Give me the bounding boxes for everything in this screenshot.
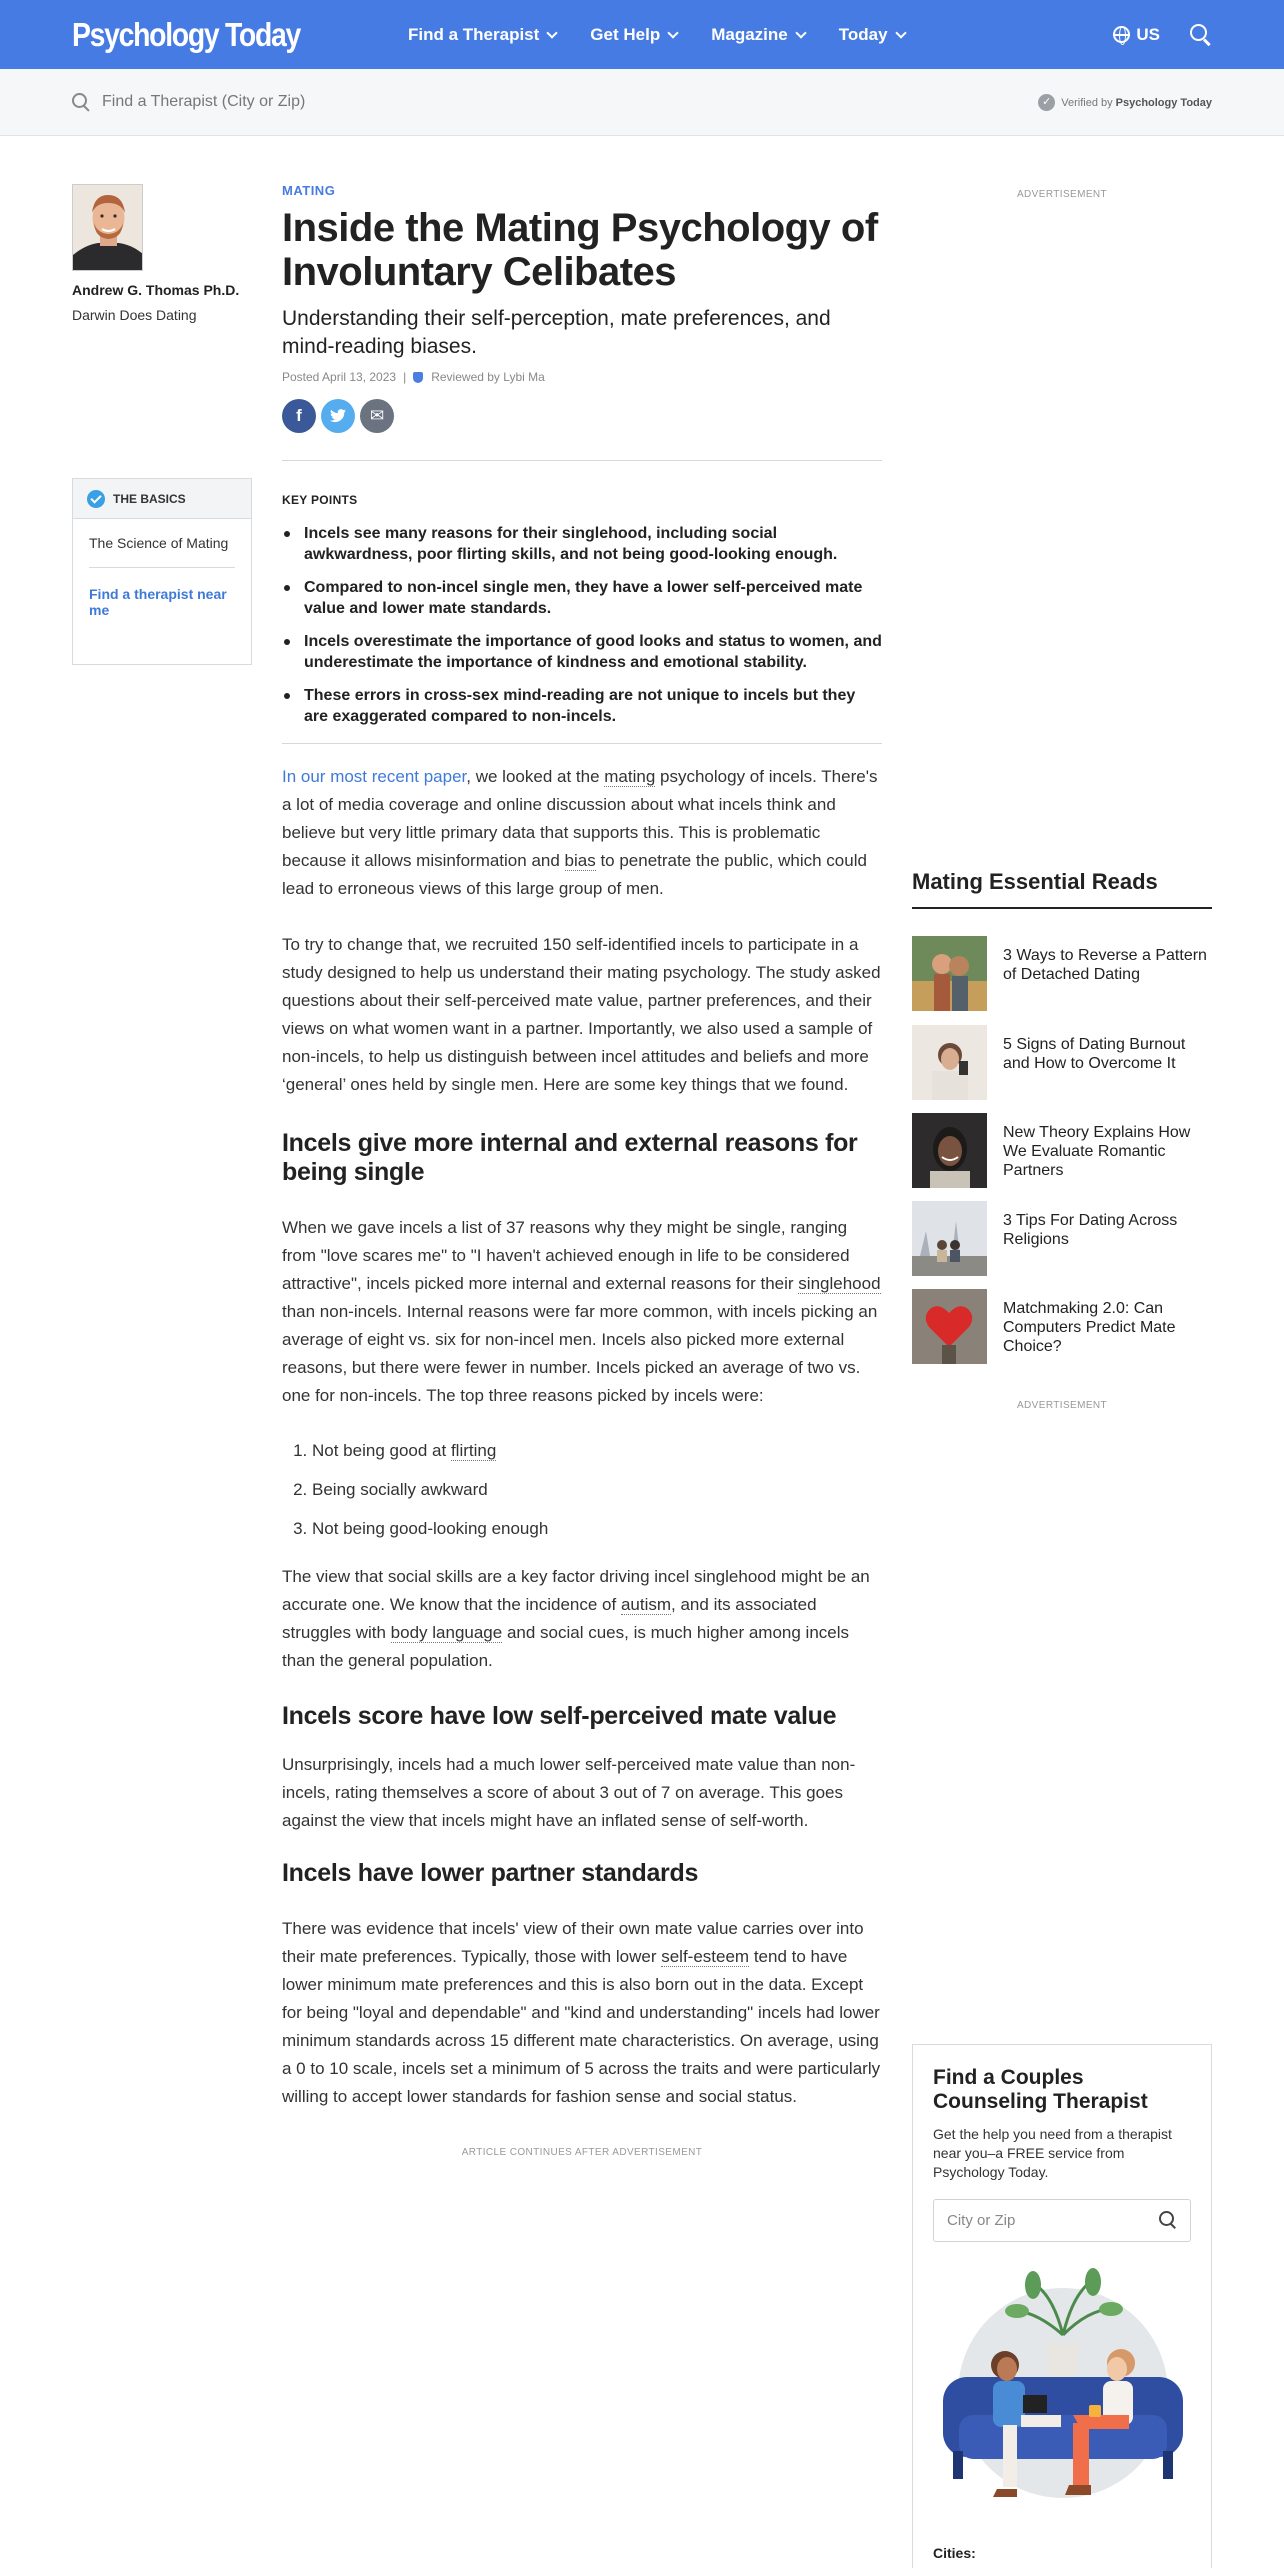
article-thumbnail bbox=[912, 1201, 987, 1276]
list-item: 1. Not being good at flirting bbox=[312, 1437, 882, 1465]
essential-read-title: 3 Ways to Reverse a Pattern of Detached Dating bbox=[1003, 947, 1207, 983]
glossary-term-body-language[interactable]: body language bbox=[390, 1623, 503, 1642]
nav-find-therapist[interactable]: Find a Therapist bbox=[408, 25, 556, 45]
key-points-list bbox=[282, 523, 882, 727]
paragraph-intro: In our most recent paper, we looked at the mating psychology of incels. There's a lot of media coverage and online discussion about what incels think and believe but very little primary data that supports this. This is problematic because it allows misinformation and bias to penetrate the public, which could lead to erroneous views of this large group of men. bbox=[282, 767, 878, 898]
region-selector[interactable]: US bbox=[1113, 25, 1160, 45]
section-heading-mate-value: Incels score have low self-perceived mate value bbox=[282, 1702, 837, 1730]
essential-read-item[interactable] bbox=[912, 1201, 1212, 1277]
key-point: Incels see many reasons for their singlehood, including social awkwardness, poor flirting skills, and not being good-looking enough. bbox=[282, 523, 882, 565]
meta-separator: | bbox=[403, 370, 407, 384]
posted-date: Posted April 13, 2023 bbox=[282, 370, 397, 384]
glossary-term-bias[interactable]: bias bbox=[564, 851, 596, 870]
facebook-share-button[interactable]: f bbox=[282, 399, 316, 433]
article-thumbnail bbox=[912, 1025, 987, 1100]
glossary-term-self-esteem[interactable]: self-esteem bbox=[661, 1947, 750, 1966]
recent-paper-link[interactable]: In our most recent paper bbox=[282, 767, 467, 786]
twitter-share-button[interactable] bbox=[321, 399, 355, 433]
article bbox=[282, 183, 882, 2158]
article-subtitle: Understanding their self-perception, mate preferences, and mind-reading biases. bbox=[282, 307, 831, 358]
therapist-search-input[interactable] bbox=[102, 89, 602, 115]
paragraph-study: To try to change that, we recruited 150 self-identified incels to participate in a study designed to help us understand their mating psychology. The study asked questions about their self-perceived mate value, partner preferences, and their views on what women want in a partner. Importantly, we also used a sample of non-incels, to help us distinguish between incel attitudes and beliefs and more ‘general’ ones held by single men. Here are some key things that we found. bbox=[282, 935, 881, 1094]
list-item: 3. Not being good-looking enough bbox=[312, 1515, 882, 1543]
advertisement-label: ADVERTISEMENT bbox=[1016, 189, 1108, 200]
nav-get-help[interactable]: Get Help bbox=[590, 25, 677, 45]
nav-today[interactable]: Today bbox=[839, 25, 905, 45]
search-icon[interactable] bbox=[1159, 2211, 1177, 2229]
section-heading-reasons: Incels give more internal and external reasons for being single bbox=[282, 1129, 858, 1186]
glossary-term-singlehood[interactable]: singlehood bbox=[798, 1274, 881, 1293]
nav-magazine[interactable]: Magazine bbox=[711, 25, 805, 45]
author-avatar[interactable] bbox=[72, 184, 143, 271]
key-points-heading: KEY POINTS bbox=[282, 493, 358, 507]
therapist-search-bar bbox=[0, 69, 1284, 136]
top-reasons-list bbox=[282, 1437, 882, 1543]
essential-read-title: New Theory Explains How We Evaluate Romantic Partners bbox=[1003, 1124, 1191, 1179]
article-title: Inside the Mating Psychology of Involuntary Celibates bbox=[282, 206, 878, 294]
chevron-down-icon bbox=[668, 27, 679, 38]
city-zip-input[interactable] bbox=[933, 2199, 1191, 2242]
paragraph-standards: There was evidence that incels' view of their own mate value carries over into their mate preferences. Typically, those with lower self-esteem tend to have lower minimum mate preferences and this is also born out in the data. Except for being "loyal and dependable" and "kind and understanding" incels had lower minimum standards across 15 different mate characteristics. On average, using a 0 to 10 scale, incels set a minimum of 5 across the traits and were particularly willing to accept lower standards for fashion sense and social status. bbox=[282, 1919, 881, 2106]
glossary-term-flirting[interactable]: flirting bbox=[450, 1441, 497, 1460]
couples-therapist-widget bbox=[912, 2044, 1212, 2568]
essential-reads-heading: Mating Essential Reads bbox=[912, 869, 1212, 909]
top-navigation bbox=[0, 0, 1284, 69]
share-buttons bbox=[282, 399, 882, 433]
couples-widget-title: Find a Couples Counseling Therapist bbox=[933, 2066, 1148, 2113]
article-category[interactable]: MATING bbox=[282, 183, 336, 198]
chevron-down-icon bbox=[795, 27, 806, 38]
essential-read-item[interactable] bbox=[912, 1113, 1212, 1189]
cities-label: Cities: bbox=[933, 2545, 976, 2561]
paragraph-reasons: When we gave incels a list of 37 reasons why they might be single, ranging from "love scares me" to "I haven't achieved enough in life to be considered attractive", incels picked more internal and external reasons for their singlehood than non-incels. Internal reasons were far more common, with incels picking an average of eight vs. six for non-incel men. Incels also picked more external reasons, but there were fewer in number. Incels picked an average of two vs. one for non-incels. The top three reasons picked by incels were: bbox=[282, 1218, 881, 1405]
essential-read-item[interactable] bbox=[912, 936, 1212, 1012]
verified-badge: ✓ Verified by Psychology Today bbox=[1038, 94, 1212, 111]
paragraph-mate-value: Unsurprisingly, incels had a much lower self-perceived mate value than non-incels, rating themselves a score of about 3 out of 7 on average. This goes against the view that incels might have an inflated sense of self-worth. bbox=[282, 1755, 856, 1830]
twitter-icon bbox=[330, 409, 346, 423]
glossary-term-mating[interactable]: mating bbox=[604, 767, 656, 786]
basics-header: THE BASICS bbox=[73, 479, 251, 519]
essential-read-title: 5 Signs of Dating Burnout and How to Overcome It bbox=[1003, 1036, 1186, 1072]
key-point: Incels overestimate the importance of good looks and status to women, and underestimate the importance of kindness and emotional stability. bbox=[282, 631, 882, 673]
essential-read-item[interactable] bbox=[912, 1025, 1212, 1101]
email-share-button[interactable]: ✉ bbox=[360, 399, 394, 433]
paragraph-social-skills: The view that social skills are a key factor driving incel singlehood might be an accurate one. We know that the incidence of autism, and its associated struggles with body language and social cues, is much higher among incels than the general population. bbox=[282, 1567, 870, 1670]
chevron-down-icon bbox=[895, 27, 906, 38]
list-item: 2. Being socially awkward bbox=[312, 1476, 882, 1504]
essential-read-title: Matchmaking 2.0: Can Computers Predict Mate Choice? bbox=[1003, 1300, 1176, 1355]
author-name[interactable]: Andrew G. Thomas Ph.D. bbox=[72, 282, 240, 298]
article-thumbnail bbox=[912, 1113, 987, 1188]
couples-illustration bbox=[933, 2265, 1193, 2555]
reviewed-by: Reviewed by Lybi Ma bbox=[431, 370, 545, 384]
divider bbox=[282, 460, 882, 461]
couples-widget-description: Get the help you need from a therapist near you–a FREE service from Psychology Today. bbox=[933, 2126, 1172, 2180]
article-meta bbox=[282, 370, 882, 384]
shield-icon bbox=[413, 372, 423, 383]
site-logo[interactable]: Psychology Today bbox=[72, 16, 301, 53]
author-blog-name[interactable]: Darwin Does Dating bbox=[72, 307, 197, 323]
search-icon[interactable] bbox=[1190, 24, 1212, 46]
check-icon: ✓ bbox=[1038, 94, 1055, 111]
main-menu bbox=[408, 0, 939, 69]
basics-link-science-of-mating[interactable]: The Science of Mating bbox=[89, 535, 235, 568]
globe-icon bbox=[1113, 26, 1130, 43]
chevron-down-icon bbox=[547, 27, 558, 38]
article-thumbnail bbox=[912, 1289, 987, 1364]
glossary-term-autism[interactable]: autism bbox=[620, 1595, 672, 1614]
article-thumbnail bbox=[912, 936, 987, 1011]
essential-read-title: 3 Tips For Dating Across Religions bbox=[1003, 1212, 1178, 1248]
the-basics-box bbox=[72, 478, 252, 665]
key-point: These errors in cross-sex mind-reading are not unique to incels but they are exaggerated compared to non-incels. bbox=[282, 685, 882, 727]
find-therapist-near-me-link[interactable]: Find a therapist near me bbox=[89, 586, 227, 618]
nav-right bbox=[1113, 0, 1212, 69]
divider bbox=[282, 743, 882, 744]
search-icon bbox=[72, 93, 90, 111]
advertisement-label: ADVERTISEMENT bbox=[1016, 1400, 1108, 1411]
key-point: Compared to non-incel single men, they have a lower self-perceived mate value and lower mate standards. bbox=[282, 577, 882, 619]
article-continues-label: ARTICLE CONTINUES AFTER ADVERTISEMENT bbox=[461, 2147, 703, 2158]
check-circle-icon bbox=[87, 490, 105, 508]
section-heading-standards: Incels have lower partner standards bbox=[282, 1859, 699, 1887]
essential-read-item[interactable] bbox=[912, 1289, 1212, 1365]
